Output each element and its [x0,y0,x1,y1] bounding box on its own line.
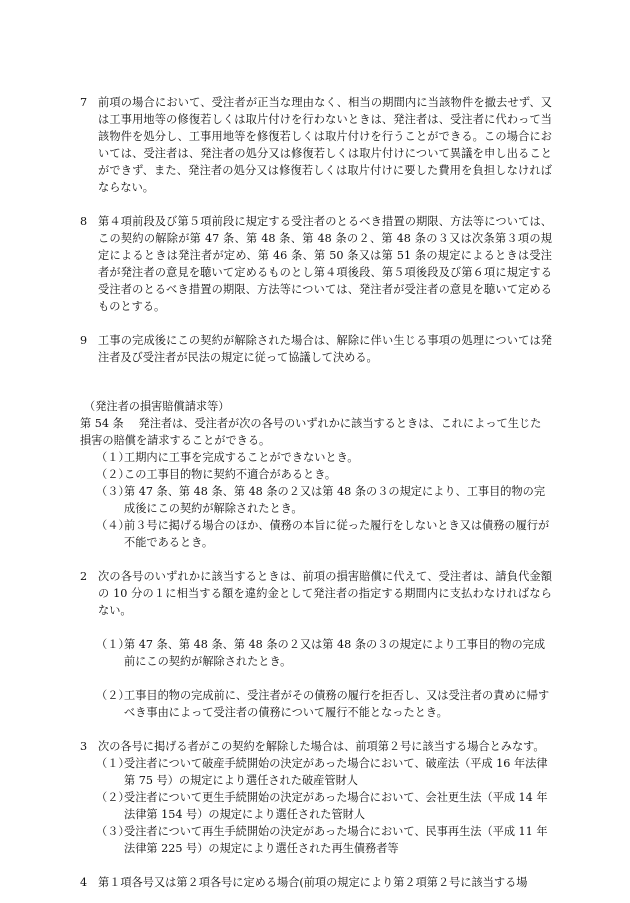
item-text: 受注者について更生手続開始の決定があった場合において、会社更生法（平成 14 年法律第 154 号）の規定により選任された管財人 [124,791,548,821]
paragraph-number: 7 [80,96,88,109]
list-item [96,466,552,483]
item-text: 前３号に掲げる場合のほか、債務の本旨に従った履行をしないとき又は債務の履行が不能であるとき。 [124,519,550,549]
item-number: （１） [96,757,130,770]
paragraph-number: 8 [80,215,88,228]
section-4 [80,874,552,891]
paragraph-text: 次の各号に掲げる者がこの契約を解除した場合は、前項第２号に該当する場合とみなす。 [98,740,545,753]
item-number: （３） [96,825,130,838]
paragraph-text: 次の各号のいずれかに該当するときは、前項の損害賠償に代えて、受注者は、請負代金額の 10 分の１に相当する額を違約金として発注者の指定する期間内に支払わなければならない。 [98,570,552,617]
list-item [96,789,552,823]
paragraph-text: 第１項各号又は第２項各号に定める場合(前項の規定により第２項第２号に該当する場 [98,876,528,889]
list-item [96,755,552,789]
list-item [96,449,552,466]
article-54 [80,415,552,449]
article-heading: （発注者の損害賠償請求等） [84,400,230,413]
paragraph-number: 9 [80,334,88,347]
list-item [96,687,552,721]
paragraph-number: 3 [80,740,88,753]
list-item [96,483,552,517]
item-number: （１） [96,451,130,464]
paragraph-number: 2 [80,570,88,583]
item-text: 受注者について破産手続開始の決定があった場合において、破産法（平成 16 年法律第 75 号）の規定により選任された破産管財人 [124,757,548,787]
paragraph-text: 第４項前段及び第５項前段に規定する受注者のとるべき措置の期限、方法等については、この契約の解除が第 47 条、第 48 条、第 48 条の２、第 48 条の３又は次条第３項の規定によるときは発注者が定め、第 46 条、第 50 条又は第 51 条の規定によるときは受注者が発注者の意見を聴いて定めるものとし第４項後段、第５項後段及び第６項に規定する受注者のとるべき措置の期限、方法等については、発注者が受注者の意見を聴いて定めるものとする。 [98,215,552,313]
paragraph-7 [80,94,552,196]
list-item [96,517,552,551]
item-number: （２） [96,791,130,804]
item-number: （４） [96,519,130,532]
article-label: 第 54 条 [80,417,124,430]
item-text: 第 47 条、第 48 条、第 48 条の２又は第 48 条の３の規定により、工事目的物の完成後にこの契約が解除されたとき。 [124,485,546,515]
section-3 [80,738,552,755]
section-2 [80,568,552,619]
list-item [96,636,552,670]
paragraph-8 [80,213,552,315]
item-number: （１） [96,638,130,651]
paragraph-text: 工事の完成後にこの契約が解除された場合は、解除に伴い生じる事項の処理については発注者及び受注者が民法の規定に従って協議して決める。 [98,334,552,364]
item-text: 工期内に工事を完成することができないとき。 [124,451,359,464]
item-text: 第 47 条、第 48 条、第 48 条の２又は第 48 条の３の規定により工事目的物の完成前にこの契約が解除されたとき。 [124,638,546,668]
item-number: （２） [96,689,130,702]
item-number: （２） [96,468,130,481]
item-text: 受注者について再生手続開始の決定があった場合において、民事再生法（平成 11 年法律第 225 号）の規定により選任された再生債務者等 [124,825,548,855]
item-number: （３） [96,485,130,498]
list-item [96,823,552,857]
article-text: 発注者は、受注者が次の各号のいずれかに該当するときは、これによって生じた損害の賠償を請求することができる。 [80,417,542,447]
item-text: この工事目的物に契約不適合があるとき。 [124,468,337,481]
paragraph-number: 4 [80,876,88,889]
paragraph-9 [80,332,552,366]
item-text: 工事目的物の完成前に、受注者がその債務の履行を拒否し、又は受注者の責めに帰すべき事由によって受注者の債務について履行不能となったとき。 [124,689,550,719]
paragraph-text: 前項の場合において、受注者が正当な理由なく、相当の期間内に当該物件を撤去せず、又は工事用地等の修復若しくは取片付けを行わないときは、発注者は、受注者に代わって当該物件を処分し、工事用地等を修復若しくは取片付けを行うことができる。この場合においては、受注者は、発注者の処分又は修復若しくは取片付けについて異議を申し出ることができず、また、発注者の処分又は修復若しくは取片付けに要した費用を負担しなければならない。 [98,96,552,194]
